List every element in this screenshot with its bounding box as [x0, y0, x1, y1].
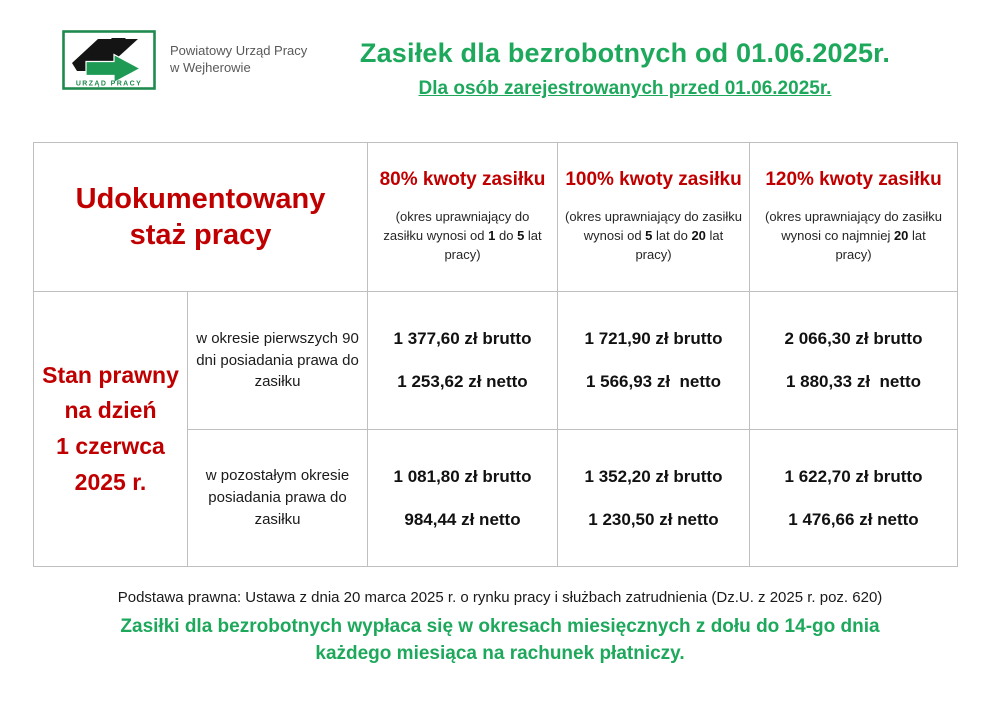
value-cell-80-first	[368, 292, 558, 430]
payment-schedule-note: Zasiłki dla bezrobotnych wypłaca się w okresach miesięcznych z dołu do 14-go dnia każdego miesiąca na rachunek płatniczy.	[120, 616, 880, 664]
value-cell-120-remaining	[750, 430, 957, 566]
corner-header-text: Udokumentowany staż pracy	[75, 182, 326, 251]
netto-amount: 1 880,33 zł netto	[785, 372, 922, 391]
column-note-80: (okres uprawniający do zasiłku wynosi od 1 do 5 lat pracy)	[383, 209, 542, 262]
org-name-line1: Powiatowy Urząd Pracy	[170, 43, 308, 59]
logo-caption: URZĄD PRACY	[75, 80, 143, 88]
netto-amount: 1 566,93 zł netto	[585, 372, 722, 391]
page-title: Zasiłek dla bezrobotnych od 01.06.2025r.	[359, 38, 891, 68]
netto-amount: 1 230,50 zł netto	[588, 509, 719, 529]
row-group-line3: 1 czerwca	[56, 433, 165, 459]
row-group-line1: Stan prawny	[42, 361, 179, 388]
column-header-80	[368, 143, 558, 292]
brutto-amount: 1 721,90 zł brutto	[584, 329, 723, 348]
value-cell-100-first	[558, 292, 750, 430]
page-subtitle: Dla osób zarejestrowanych przed 01.06.2025r.	[418, 78, 832, 99]
row-group-header-cell	[34, 292, 188, 566]
brutto-amount: 1 622,70 zł brutto	[784, 466, 923, 486]
legal-basis-text: Podstawa prawna: Ustawa z dnia 20 marca 2025 r. o rynku pracy i służbach zatrudnienia (Dz.U. z 2025 r. poz. 620)	[117, 589, 883, 606]
row-label-first-90-days: w okresie pierwszych 90 dni posiadania prawa do zasiłku	[188, 292, 368, 430]
column-title-80: 80% kwoty zasiłku	[379, 169, 546, 191]
column-header-120	[750, 143, 957, 292]
value-cell-100-remaining	[558, 430, 750, 566]
column-note-100: (okres uprawniający do zasiłku wynosi od 5 lat do 20 lat pracy)	[564, 209, 743, 262]
netto-amount: 1 253,62 zł netto	[397, 372, 528, 391]
row-group-line4: 2025 r.	[74, 468, 147, 495]
table-corner-header-cell	[34, 143, 368, 292]
brutto-amount: 1 377,60 zł brutto	[393, 329, 532, 348]
brutto-amount: 2 066,30 zł brutto	[784, 329, 923, 348]
row-group-line2: na dzień	[64, 397, 157, 424]
netto-amount: 984,44 zł netto	[404, 509, 521, 529]
page-header	[0, 0, 1000, 130]
labor-office-logo-icon	[62, 30, 156, 90]
netto-amount: 1 476,66 zł netto	[788, 509, 919, 529]
column-title-120: 120% kwoty zasiłku	[765, 169, 942, 191]
brutto-amount: 1 352,20 zł brutto	[584, 466, 723, 486]
column-title-100: 100% kwoty zasiłku	[565, 169, 742, 191]
column-note-120: (okres uprawniający do zasiłku wynosi co najmniej 20 lat pracy)	[764, 209, 943, 262]
value-cell-120-first	[750, 292, 957, 430]
benefits-table	[33, 142, 958, 567]
org-name-line2: w Wejherowie	[170, 60, 251, 75]
title-block	[280, 38, 970, 100]
value-cell-80-remaining	[368, 430, 558, 566]
column-header-100	[558, 143, 750, 292]
brutto-amount: 1 081,80 zł brutto	[393, 466, 532, 486]
row-label-remaining-period: w pozostałym okresie posiadania prawa do zasiłku	[188, 430, 368, 566]
labor-office-branding	[62, 30, 307, 90]
